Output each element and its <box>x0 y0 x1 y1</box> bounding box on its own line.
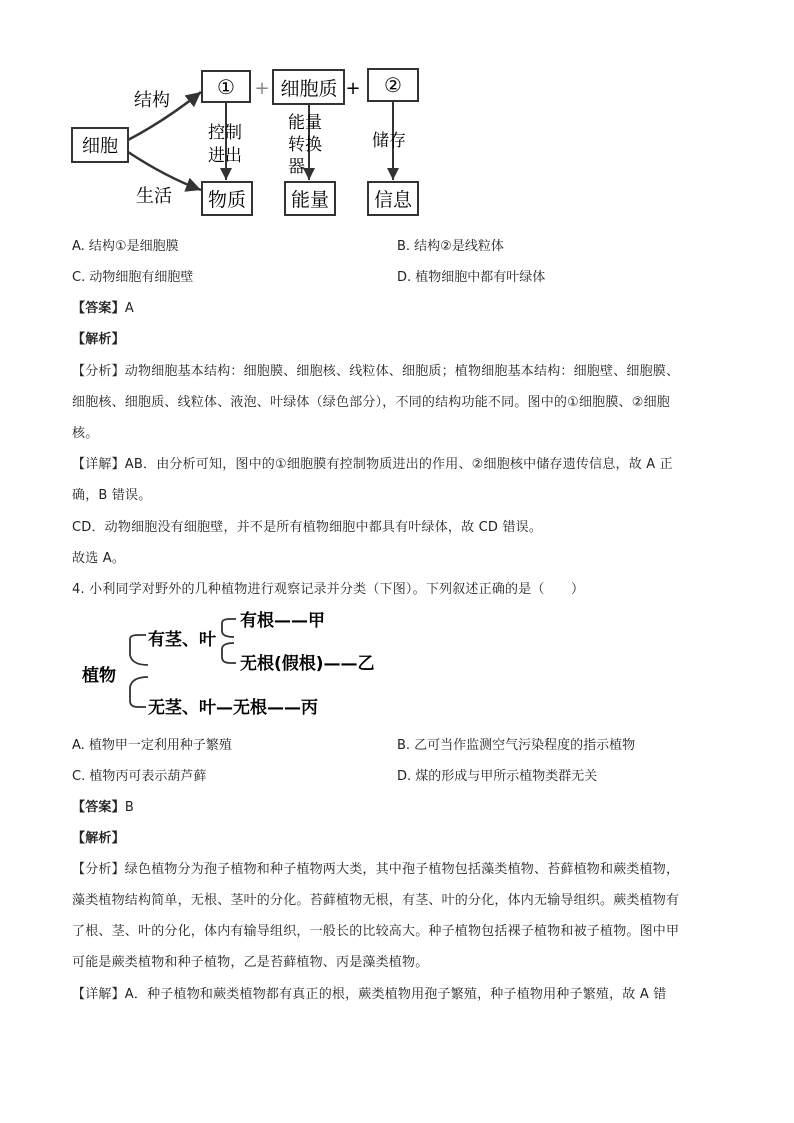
structure-label: 结构 <box>134 90 170 111</box>
box-matter-label: 物质 <box>207 189 247 211</box>
q4-fenxi-line: 【分析】绿色植物分为孢子植物和种子植物两大类，其中孢子植物包括藻类植物、苔藓植物和蕨类植物， <box>72 862 680 877</box>
q3-xiangjie-line: 【详解】AB．由分析可知，图中的①细胞膜有控制物质进出的作用、②细胞核中储存遗传信息，故 A 正 <box>72 457 673 472</box>
q4-option-c: C. 植物丙可表示葫芦藓 <box>72 769 207 784</box>
q4-fenxi-line: 藻类植物结构简单，无根、茎叶的分化。苔藓植物无根，有茎、叶的分化，体内无输导组织。蕨类植物有 <box>72 893 680 908</box>
q4-xiangjie-line: 【详解】A．种子植物和蕨类植物都有真正的根，蕨类植物用孢子繁殖，种子植物用种子繁殖，故 A 错 <box>72 987 667 1002</box>
energy-conv-label-2: 转换 <box>288 135 322 155</box>
q3-answer-label: 【答案】 <box>72 301 125 316</box>
q3-answer-value: A <box>124 301 134 316</box>
q3-fenxi-line: 核。 <box>72 426 99 441</box>
has-stem-leaf-label: 有茎、叶 <box>148 630 216 650</box>
q4-answer-value: B <box>124 800 134 815</box>
box-cytoplasm-label: 细胞质 <box>280 78 338 100</box>
plus-2: + <box>345 78 361 99</box>
cell-structure-diagram <box>66 62 426 222</box>
plus-1: + <box>254 78 270 99</box>
q4-analysis-title: 【解析】 <box>72 831 125 846</box>
box-2-label: ② <box>384 73 402 97</box>
q4-option-a: A. 植物甲一定利用种子繁殖 <box>72 738 232 753</box>
q4-stem: 4. 小利同学对野外的几种植物进行观察记录并分类（下图）。下列叙述正确的是（ ） <box>72 582 585 597</box>
box-1-label: ① <box>217 75 235 99</box>
q3-xiangjie-line: CD．动物细胞没有细胞壁，并不是所有植物细胞中都具有叶绿体，故 CD 错误。 <box>72 520 543 535</box>
q3-xiangjie-line: 故选 A。 <box>72 551 126 566</box>
plant-classification-diagram <box>72 605 412 727</box>
q4-answer-label: 【答案】 <box>72 800 125 815</box>
q3-fenxi-line: 【分析】动物细胞基本结构：细胞膜、细胞核、线粒体、细胞质；植物细胞基本结构：细胞壁、细胞膜、 <box>72 364 680 379</box>
q4-fenxi-line: 可能是蕨类植物和种子植物，乙是苔藓植物、丙是藻类植物。 <box>72 955 429 970</box>
q4-fenxi-line: 了根、茎、叶的分化，体内有输导组织，一般长的比较高大。种子植物包括裸子植物和被子植物。图中甲 <box>72 924 680 939</box>
no-root-label: 无根(假根)——乙 <box>240 654 375 674</box>
q4-option-d: D. 煤的形成与甲所示植物类群无关 <box>397 769 598 784</box>
box-energy-label: 能量 <box>290 189 330 211</box>
q4-option-b: B. 乙可当作监测空气污染程度的指示植物 <box>397 738 636 753</box>
energy-conv-label-3: 器 <box>288 157 305 177</box>
cell-label: 细胞 <box>82 136 118 157</box>
q3-fenxi-line: 细胞核、细胞质、线粒体、液泡、叶绿体（绿色部分），不同的结构功能不同。图中的①细胞膜、②细胞 <box>72 395 671 410</box>
q3-option-b: B. 结构②是线粒体 <box>397 239 504 254</box>
store-label: 储存 <box>372 131 406 151</box>
q3-answer <box>72 297 134 316</box>
q4-answer <box>72 796 134 815</box>
control-label-1: 控制 <box>208 123 242 143</box>
q3-option-a: A. 结构①是细胞膜 <box>72 239 179 254</box>
control-label-2: 进出 <box>208 146 242 166</box>
q3-xiangjie-line: 确，B 错误。 <box>72 488 152 503</box>
energy-conv-label-1: 能量 <box>288 113 322 133</box>
plant-label: 植物 <box>82 666 116 686</box>
box-info-label: 信息 <box>373 189 413 211</box>
no-stem-leaf-label: 无茎、叶—无根——丙 <box>148 698 318 718</box>
q3-option-d: D. 植物细胞中都有叶绿体 <box>397 270 546 285</box>
q3-option-c: C. 动物细胞有细胞壁 <box>72 270 194 285</box>
life-label: 生活 <box>136 186 172 207</box>
has-root-label: 有根——甲 <box>240 611 325 631</box>
q3-analysis-title: 【解析】 <box>72 332 125 347</box>
